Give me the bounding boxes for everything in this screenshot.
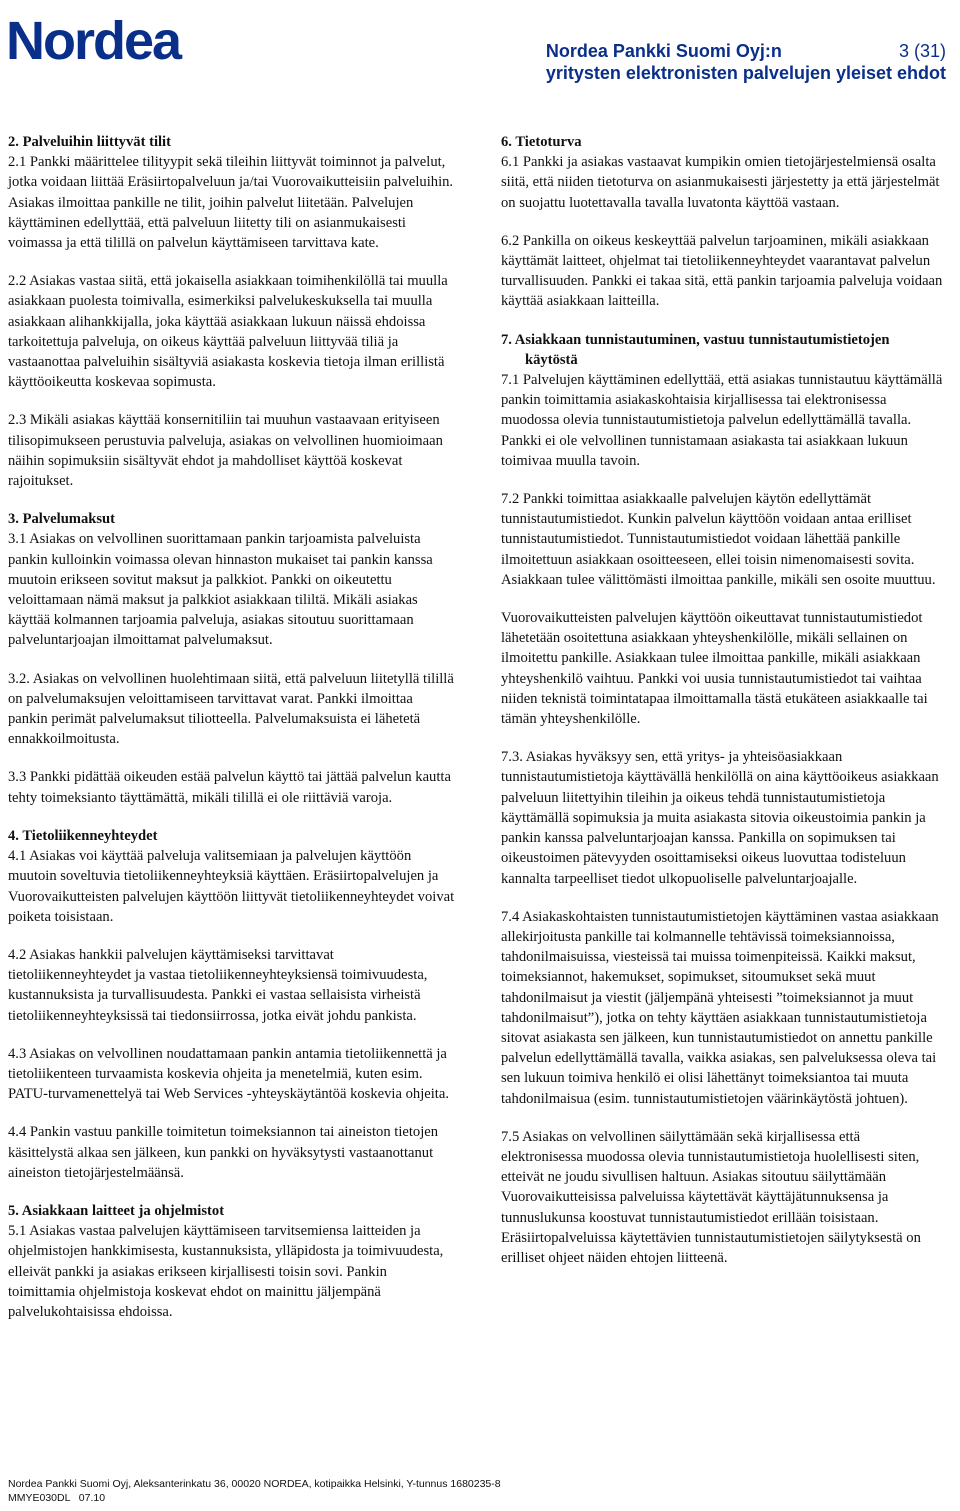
section-heading: 7. Asiakkaan tunnistautuminen, vastuu tunnistautumistietojen käytöstä <box>501 331 890 368</box>
paragraph: 7.5 Asiakas on velvollinen säilyttämään sekä kirjallisessa että elektronisessa muodossa olevia tunnistautumistietoja huolellisesti siten, etteivät ne joudu sivullisen haltuun. Asiakas sitoutuu säilyttämään Vuorovaikutteisissa palveluissa käytettävät käyttäjätunnuksensa ja tunnuslukunsa koostuvat tunnistautumistiedot erillään toisistaan. Eräsiirtopalveluissa käytettävien tunnistautumistietojen säilytyksestä on erilliset ohjeet näiden ehtojen liitteenä. <box>501 1128 921 1266</box>
nordea-logo: Nordea <box>6 11 181 71</box>
section-heading: 3. Palvelumaksut <box>8 511 116 528</box>
paragraph: 7.2 Pankki toimittaa asiakkaalle palvelujen käytön edellyttämät tunnistautumistiedot. Kunkin palvelun käyttöön voidaan antaa erilliset tunnistautumistiedot. Tunnistautumistiedot voidaan lähettää pankille ilmoitettuun asiakkaan osoitteeseen, ellei toisin nimenomaisesti sovita. Asiakkaan tulee välittömästi ilmoittaa pankille, mikäli sen osoite muuttuu. <box>501 491 936 588</box>
paragraph: 4.2 Asiakas hankkii palvelujen käyttämiseksi tarvittavat tietoliikenneyhteydet ja vastaa tietoliikenneyhteyksiensä toimivuudesta, kustannuksista ja turvallisuudesta. Pankki ei vastaa sellaisista virheistä tietoliikenneyhteyksissä tai tiedonsiirrossa, jotka eivät johdu pankista. <box>8 946 428 1024</box>
paragraph: 5.1 Asiakas vastaa palvelujen käyttämiseen tarvitsemiensa laitteiden ja ohjelmistojen hankkimisesta, kustannuksista, ylläpidosta ja toimivuudesta, elleivät pankki ja asiakas erikseen kirjallisesti toisin sovi. Pankin toimittamia ohjelmistoja koskevat ehdot on mainittu jäljempänä palvelukohtaisissa ehdoissa. <box>8 1223 444 1320</box>
section-heading: 5. Asiakkaan laitteet ja ohjelmistot <box>8 1202 225 1219</box>
paragraph: 6.2 Pankilla on oikeus keskeyttää palvelun tarjoaminen, mikäli asiakkaan käyttämät laitteet, ohjelmat tai tietoliikenneyhteydet vaarantavat palvelun turvallisuuden. Pankki ei takaa sitä, että pankin tarjoamia palveluja voidaan käyttää asiakkaan laitteilla. <box>501 232 943 310</box>
footer-company-info: Nordea Pankki Suomi Oyj, Aleksanterinkatu 36, 00020 NORDEA, kotipaikka Helsinki, Y-tunnus 1680235-8 <box>8 1478 501 1490</box>
paragraph: 7.4 Asiakaskohtaisten tunnistautumistietojen käyttäminen vastaa asiakkaan allekirjoitusta pankille tai kolmannelle tehtävissä toimeksiannoissa, tahdonilmaisuissa, viesteissä tai muissa toimenpiteissä. Kaikki maksut, toimeksiannot, hakemukset, sopimukset, sitoumukset sekä muut tahdonilmaisut ja viestit (jäljempänä yhteisesti ”toimeksiannot ja muut tahdonilmaisut”), jotka on tehty käyttäen asiakkaan tunnistautumistietoja sitovat asiakasta sen jälkeen, kun tunnistautumistiedot on annettu pankille palvelun edellyttämällä tavalla, vaikka asiakas, sen palveluksessa oleva tai sen lukuun toimiva henkilö ei olisi lähettänyt toimeksiantoa tai muuta tahdonilmaisua (esim. tunnistautumistietojen väärinkäytöstä johtuen). <box>501 908 939 1107</box>
paragraph: Vuorovaikutteisten palvelujen käyttöön oikeuttavat tunnistautumistiedot lähetetään osoitettuna asiakkaan yhteyshenkilölle, mikäli sellainen on ilmoitettu pankille. Asiakkaan tulee ilmoittaa pankille, mikäli asiakkaan yhteyshenkilö vaihtuu. Pankki voi uusia tunnistautumistiedot tai vaihtaa niiden teknistä toimintatapaa ilmoittamalla tästä etukäteen asiakkaalle tai tämän yhteyshenkilölle. <box>501 610 928 728</box>
section-heading: 2. Palveluihin liittyvät tilit <box>8 134 171 150</box>
company-name: Nordea Pankki Suomi Oyj:n <box>545 41 782 61</box>
paragraph: 2.3 Mikäli asiakas käyttää konsernitiliin tai muuhun vastaavaan erityiseen tilisopimukseen perustuvia palveluja, asiakas on velvollinen huomioimaan näihin sopimuksiin sisältyvät ehdot ja mahdolliset käyttöä koskevat rajoitukset. <box>8 412 443 490</box>
paragraph: 6.1 Pankki ja asiakas vastaavat kumpikin omien tietojärjestelmiensä osalta siitä, että niiden tietoturva on asianmukaisesti järjestetty ja että järjestelmät on suojattu luotettavalla tavalla luvatonta käyttöä vastaan. <box>501 154 940 211</box>
paragraph: 4.4 Pankin vastuu pankille toimitetun toimeksiannon tai aineiston tietojen käsittelystä alkaa sen jälkeen, kun pankki on hyväksytysti vastaanottanut aineiston tietojärjestelmäänsä. <box>8 1124 439 1181</box>
page-number: 3 (31) <box>898 41 946 61</box>
right-column <box>501 132 945 1268</box>
footer-form-code: MMYE030DL 07.10 <box>8 1492 106 1504</box>
left-column <box>8 132 455 1322</box>
paragraph: 3.2. Asiakas on velvollinen huolehtimaan siitä, että palveluun liitetyllä tilillä on palvelumaksujen veloittamiseen tarvittavat varat. Pankki ilmoittaa pankin perimät palvelumaksut tiliotteella. Palvelumaksuista ei lähetetä ennakkoilmoitusta. <box>8 670 454 748</box>
document-title: yritysten elektronisten palvelujen yleiset ehdot <box>545 63 946 83</box>
paragraph: 4.3 Asiakas on velvollinen noudattamaan pankin antamia tietoliikennettä ja tietoliikenteen turvaamista koskevia ohjeita ja menetelmiä, kuten esim. PATU-turvamenettelyä tai Web Services -yhteyskäytäntöä koskevia ohjeita. <box>8 1045 449 1103</box>
section-heading: 6. Tietoturva <box>501 134 582 150</box>
page-footer <box>8 1477 953 1505</box>
paragraph: 3.1 Asiakas on velvollinen suorittamaan pankin tarjoamista palveluista pankin kulloinkin voimassa olevan hinnaston mukaiset tai pankin kanssa muutoin erikseen sovitut maksut ja palkkiot. Pankki on oikeutettu veloittamaan nämä maksut ja palkkiot asiakkaan tililtä. Mikäli asiakas käyttää kolmannen tarjoamia palveluja, asiakas sitoutuu suorittamaan palveluntarjoajan ilmoittamat palvelumaksut. <box>8 531 433 649</box>
paragraph: 7.3. Asiakas hyväksyy sen, että yritys- ja yhteisöasiakkaan tunnistautumistietoja käyttävällä henkilöllä on aina käyttöoikeus asiakkaan palveluun liitettyihin tileihin ja oikeus tehdä tunnistautumistietoja käyttämällä sopimuksia ja muita asiakasta sitovia oikeustoimia pankin ja pankin kanssa palveluntarjoajan kanssa. Pankilla on sopimuksen tai oikeustoimen pätevyyden osoittamiseksi oikeus luovuttaa todisteluun kannalta tarpeelliset tiedot ulkopuoliselle palveluntarjoajalle. <box>501 749 939 887</box>
paragraph: 2.1 Pankki määrittelee tilityypit sekä tileihin liittyvät toiminnot ja palvelut, jotka voidaan liittää Eräsiirtopalveluun ja/tai Vuorovaikutteisiin palveluihin. Asiakas ilmoittaa pankille ne tilit, joihin palvelut liitetään. Palvelujen käyttäminen edellyttää, että palveluun liitetty tili on asianmukaisesti voimassa ja että tilillä on palvelun käyttämiseen tarvittava kate. <box>8 154 454 252</box>
section-heading: 4. Tietoliikenneyhteydet <box>8 827 158 844</box>
paragraph: 2.2 Asiakas vastaa siitä, että jokaisella asiakkaan toimihenkilöllä tai muulla asiakkaan puolesta toimivalla, esimerkiksi palvelukeskuksella tai muulla asiakkaan alihankkijalla, joka käyttää asiakkaan lukuun näissä ehdoissa tarkoitettuja palveluja, on oikeus käyttää palveluun liittyvää tiliä ja vastaanottaa palveluihin sisältyviä asiakasta koskevia tietoja ilman erillistä käyttöoikeutta koskevaa sopimusta. <box>8 273 448 391</box>
paragraph: 3.3 Pankki pidättää oikeuden estää palvelun käyttö tai jättää palvelun kautta tehty toimeksianto täyttämättä, mikäli tilillä ei ole riittäviä varoja. <box>8 769 451 806</box>
page-header <box>546 40 946 84</box>
paragraph: 4.1 Asiakas voi käyttää palveluja valitsemiaan ja palvelujen käyttöön muutoin soveltuvia tietoliikenneyhteyksiä käyttäen. Eräsiirtopalvelujen ja Vuorovaikutteisten palvelujen käyttöön liittyvät tietoliikenneyhteydet voivat poiketa toisistaan. <box>8 848 455 925</box>
paragraph: 7.1 Palvelujen käyttäminen edellyttää, että asiakas tunnistautuu käyttämällä pankin toimittamia asiakaskohtaisia kirjallisessa tai elektronisessa muodossa olevia tunnistautumistietoja palvelun edellyttämällä tavalla. Pankki ei ole velvollinen tunnistamaan asiakasta tai asiakkaan lukuun toimivaa muulla tavoin. <box>501 372 943 469</box>
